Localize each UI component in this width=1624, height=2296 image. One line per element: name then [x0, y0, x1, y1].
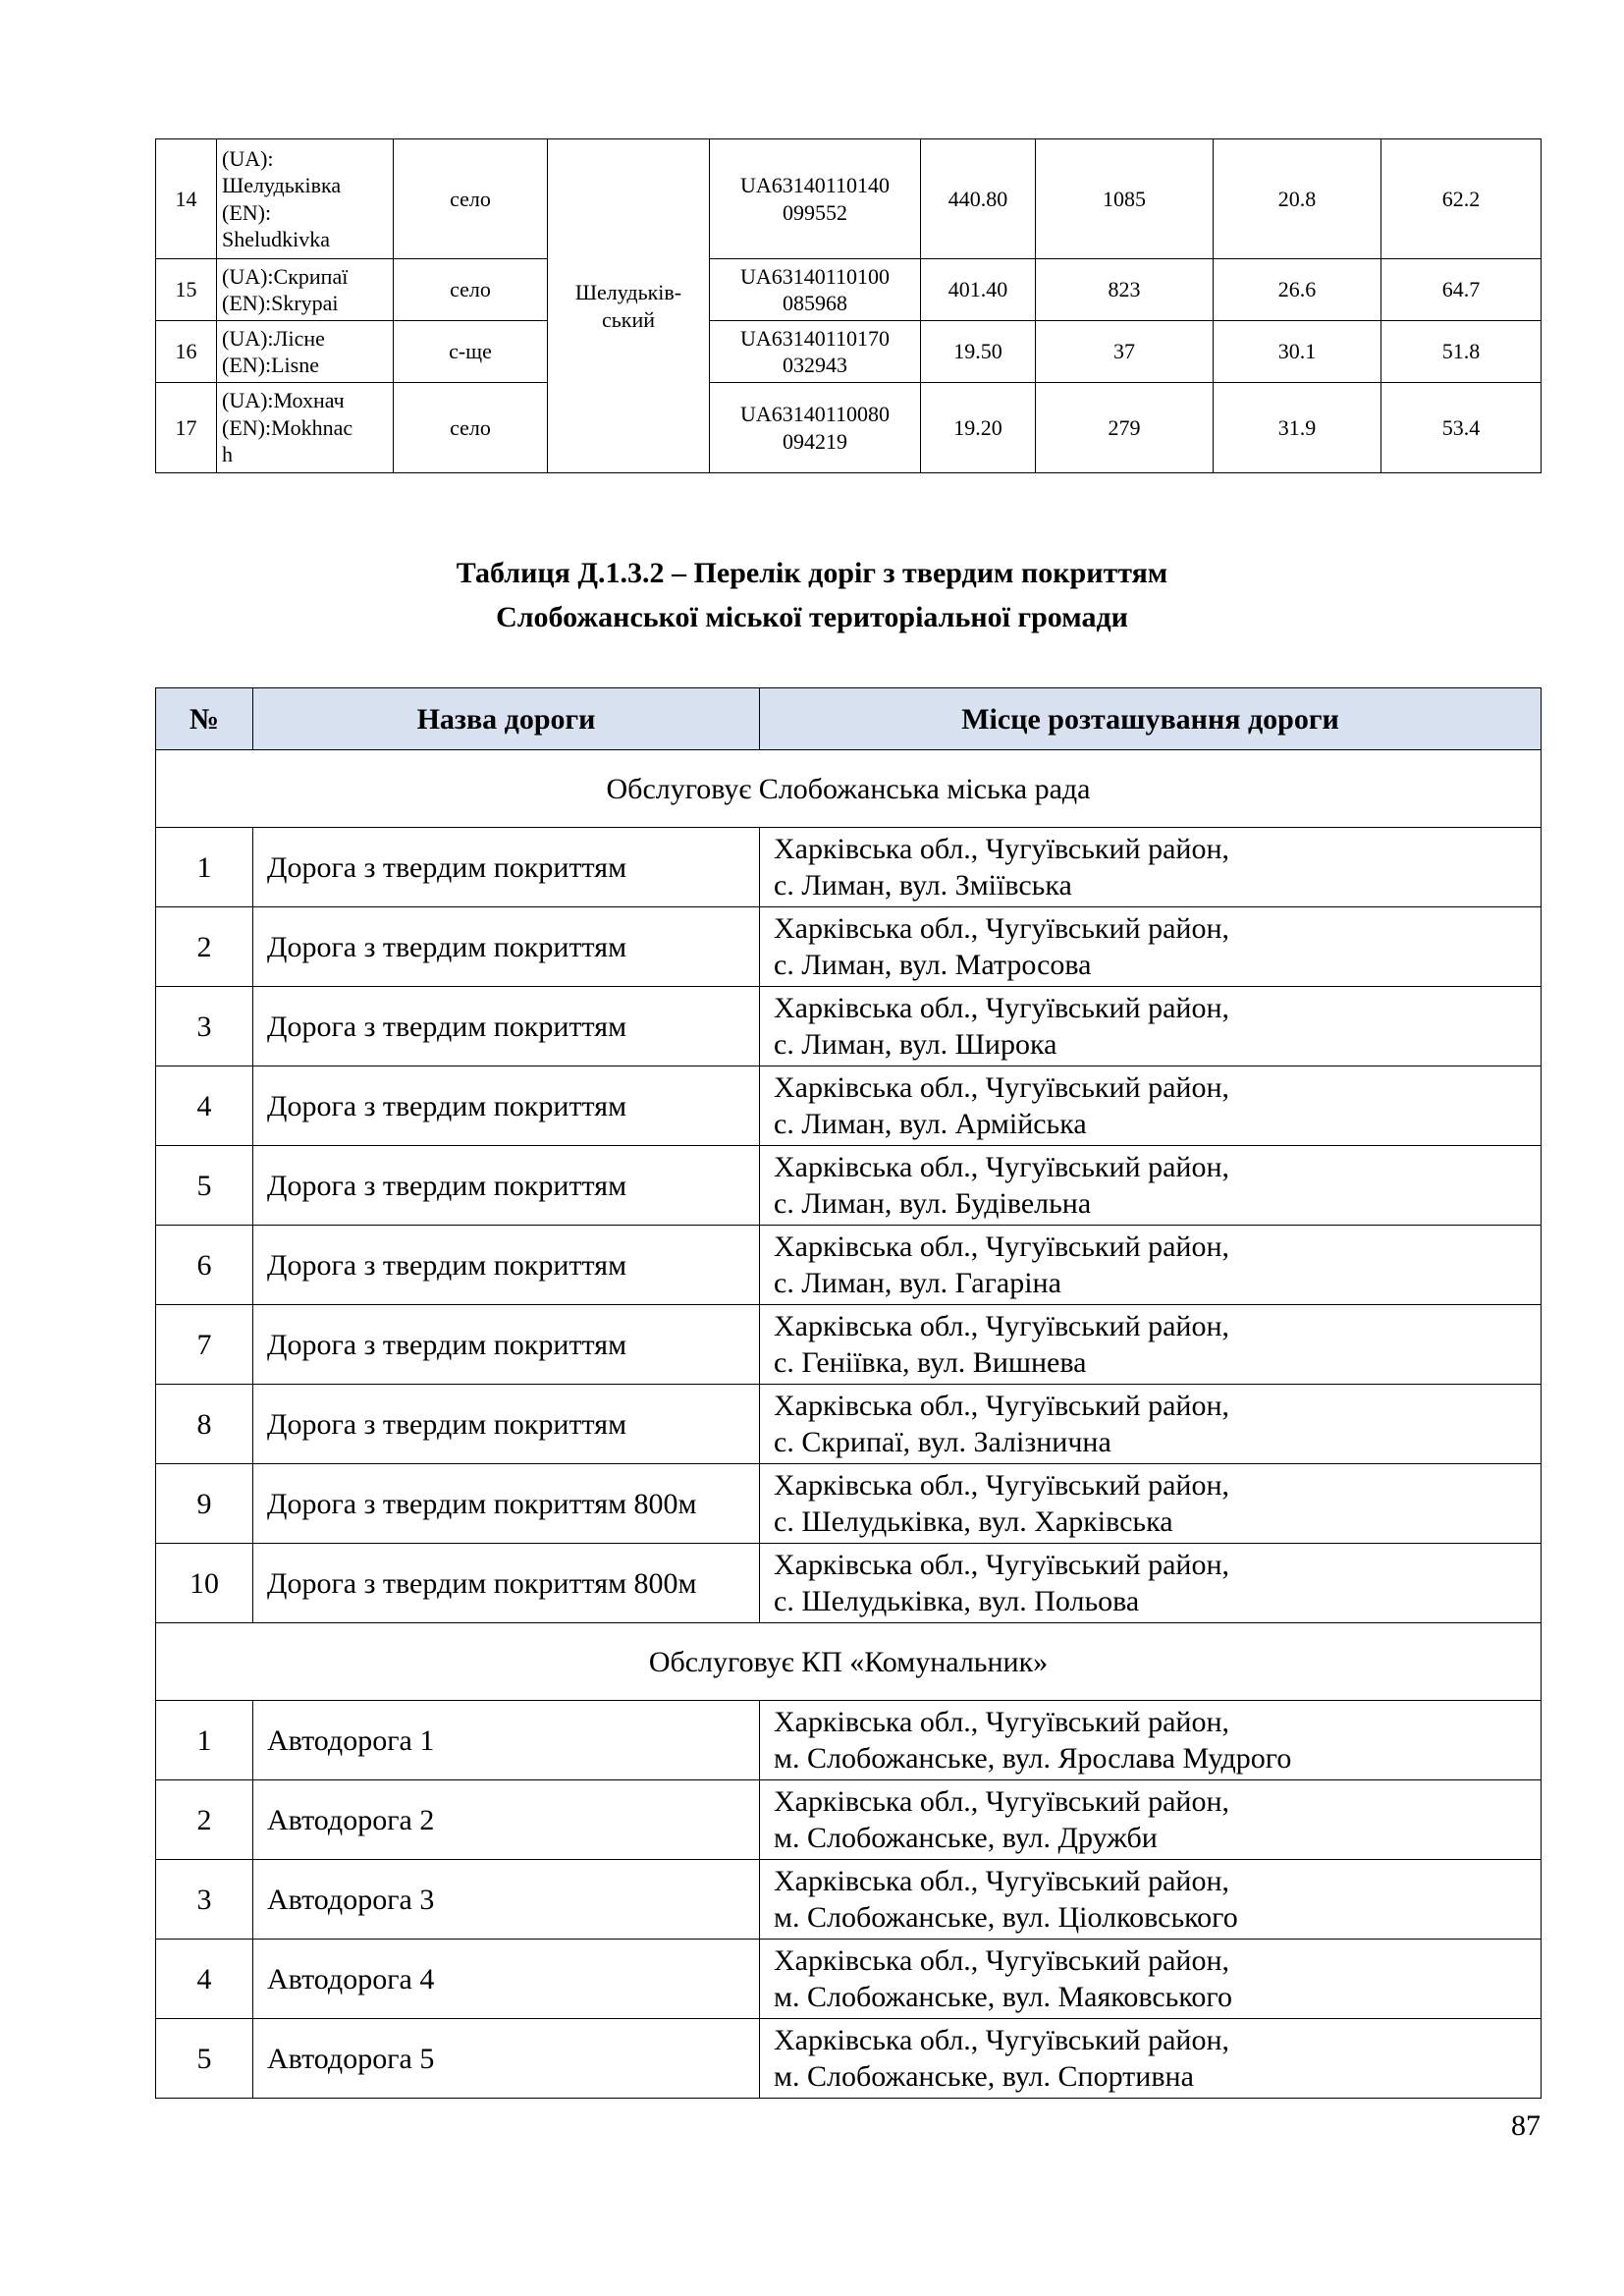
settlement-area: 19.20: [921, 383, 1036, 473]
road-location: [760, 828, 1542, 907]
road-number: 9: [156, 1464, 253, 1544]
road-location-line: с. Шелудьківка, вул. Польова: [774, 1585, 1140, 1617]
settlement-name: [217, 139, 394, 259]
road-name: Автодорога 4: [253, 1940, 760, 2019]
road-location-line: Харківська обл., Чугуївський район,: [774, 1390, 1230, 1422]
settlement-population: 279: [1036, 383, 1214, 473]
road-location: [760, 1940, 1542, 2019]
settlement-value-2: 62.2: [1381, 139, 1542, 259]
roads-body: [156, 750, 1542, 2099]
road-row: [156, 1544, 1542, 1623]
road-location-line: с. Лиман, вул. Зміївська: [774, 869, 1072, 902]
road-name: Автодорога 3: [253, 1860, 760, 1940]
road-name: Дорога з твердим покриттям: [253, 828, 760, 907]
road-location-line: м. Слобожанське, вул. Маяковського: [774, 1981, 1232, 2013]
settlement-number: 15: [156, 259, 217, 321]
road-location: [760, 1385, 1542, 1464]
settlement-code-line: UA63140110080: [740, 402, 890, 426]
road-location-line: с. Шелудьківка, вул. Харківська: [774, 1505, 1173, 1538]
road-name: Дорога з твердим покриттям 800м: [253, 1544, 760, 1623]
road-row: [156, 1385, 1542, 1464]
settlement-row: [156, 383, 1542, 473]
settlement-name-line: (UA):Скрипаї: [222, 263, 349, 289]
road-number: 6: [156, 1226, 253, 1305]
settlement-code-line: 032943: [783, 353, 847, 377]
settlement-type: с-ще: [394, 321, 548, 383]
settlement-value-2: 51.8: [1381, 321, 1542, 383]
road-row: [156, 828, 1542, 907]
road-name: Дорога з твердим покриттям: [253, 1146, 760, 1226]
council-name: Шелудьків- ський: [574, 280, 682, 332]
road-location-line: с. Лиман, вул. Широка: [774, 1028, 1057, 1061]
settlement-area: 440.80: [921, 139, 1036, 259]
road-name: Дорога з твердим покриттям 800м: [253, 1464, 760, 1544]
settlement-code: [710, 321, 921, 383]
road-row: [156, 1066, 1542, 1146]
settlement-number: 14: [156, 139, 217, 259]
road-row: [156, 907, 1542, 987]
settlement-name-line: (UA):: [222, 145, 274, 171]
settlement-code-line: 099552: [783, 199, 847, 225]
table-title-line-1: Таблиця Д.1.3.2 – Перелік доріг з твердим покриттям: [456, 557, 1168, 589]
road-location-line: Харківська обл., Чугуївський район,: [774, 1785, 1230, 1818]
road-location-line: с. Лиман, вул. Армійська: [774, 1108, 1087, 1140]
road-location: [760, 1066, 1542, 1146]
settlement-value-1: 20.8: [1214, 139, 1381, 259]
road-location-line: с. Лиман, вул. Гагаріна: [774, 1267, 1061, 1299]
road-number: 3: [156, 987, 253, 1066]
settlement-value-1: 31.9: [1214, 383, 1381, 473]
settlement-value-1: 26.6: [1214, 259, 1381, 321]
settlement-name-line: (EN):Mokhnac: [222, 414, 353, 440]
roads-table: [155, 687, 1542, 2099]
road-row: [156, 1146, 1542, 1226]
road-location: [760, 1780, 1542, 1860]
settlement-code: [710, 259, 921, 321]
settlement-name: [217, 259, 394, 321]
settlement-area: 19.50: [921, 321, 1036, 383]
road-name: Дорога з твердим покриттям: [253, 987, 760, 1066]
settlement-population: 823: [1036, 259, 1214, 321]
settlement-type: село: [394, 139, 548, 259]
section-title: Обслуговує Слобожанська міська рада: [156, 750, 1542, 828]
road-location-line: Харківська обл., Чугуївський район,: [774, 1944, 1230, 1977]
settlement-code: [710, 139, 921, 259]
road-number: 1: [156, 1701, 253, 1780]
settlement-population: 37: [1036, 321, 1214, 383]
header-road-name: Назва дороги: [253, 688, 760, 750]
road-number: 3: [156, 1860, 253, 1940]
road-location-line: Харківська обл., Чугуївський район,: [774, 1230, 1230, 1263]
settlement-area: 401.40: [921, 259, 1036, 321]
table-title: [0, 551, 1624, 639]
road-name: Дорога з твердим покриттям: [253, 1066, 760, 1146]
settlement-name-line: (EN):Lisne: [222, 353, 319, 377]
road-number: 4: [156, 1066, 253, 1146]
settlement-name: [217, 383, 394, 473]
road-location-line: Харківська обл., Чугуївський район,: [774, 992, 1230, 1024]
road-row: [156, 1780, 1542, 1860]
road-location: [760, 1701, 1542, 1780]
road-location-line: с. Скрипаї, вул. Залізнична: [774, 1426, 1111, 1458]
road-name: Дорога з твердим покриттям: [253, 907, 760, 987]
road-location-line: м. Слобожанське, вул. Дружби: [774, 1822, 1158, 1854]
road-name: Автодорога 5: [253, 2019, 760, 2099]
settlement-name-line: (EN):: [222, 199, 272, 225]
settlement-name-line: Шелудьківка: [222, 173, 342, 197]
settlement-code-line: 085968: [783, 291, 847, 315]
road-location-line: Харківська обл., Чугуївський район,: [774, 1469, 1230, 1502]
road-location-line: Харківська обл., Чугуївський район,: [774, 1865, 1230, 1897]
road-name: Автодорога 1: [253, 1701, 760, 1780]
road-number: 2: [156, 907, 253, 987]
road-location-line: Харківська обл., Чугуївський район,: [774, 1706, 1230, 1738]
road-location-line: с. Лиман, вул. Матросова: [774, 949, 1092, 981]
road-location-line: Харківська обл., Чугуївський район,: [774, 833, 1230, 865]
header-road-location: Місце розташування дороги: [760, 688, 1542, 750]
header-number: №: [156, 688, 253, 750]
road-location: [760, 2019, 1542, 2099]
table-title-line-2: Слобожанської міської територіальної громади: [496, 601, 1128, 633]
road-location-line: Харківська обл., Чугуївський район,: [774, 1151, 1230, 1183]
settlement-code-line: UA63140110100: [740, 263, 890, 289]
settlement-number: 17: [156, 383, 217, 473]
road-location-line: м. Слобожанське, вул. Ярослава Мудрого: [774, 1742, 1292, 1775]
settlement-row: [156, 259, 1542, 321]
road-location: [760, 987, 1542, 1066]
road-location-line: Харківська обл., Чугуївський район,: [774, 1071, 1230, 1104]
road-name: Дорога з твердим покриттям: [253, 1385, 760, 1464]
road-location: [760, 1860, 1542, 1940]
road-location-line: Харківська обл., Чугуївський район,: [774, 2024, 1230, 2056]
road-location-line: м. Слобожанське, вул. Ціолковського: [774, 1901, 1238, 1934]
road-location: [760, 1226, 1542, 1305]
settlement-code-line: UA63140110140: [740, 173, 890, 197]
road-location: [760, 907, 1542, 987]
settlement-name-line: Sheludkivka: [222, 227, 330, 251]
road-number: 5: [156, 2019, 253, 2099]
settlement-row: [156, 139, 1542, 259]
settlement-name-line: h: [222, 442, 233, 467]
settlement-value-1: 30.1: [1214, 321, 1381, 383]
road-number: 10: [156, 1544, 253, 1623]
road-location: [760, 1305, 1542, 1385]
road-row: [156, 1226, 1542, 1305]
road-location-line: с. Лиман, вул. Будівельна: [774, 1187, 1092, 1220]
settlement-value-2: 53.4: [1381, 383, 1542, 473]
road-location-line: Харківська обл., Чугуївський район,: [774, 912, 1230, 945]
settlement-name-line: (EN):Skrypai: [222, 291, 339, 315]
road-location-line: Харківська обл., Чугуївський район,: [774, 1310, 1230, 1342]
road-number: 4: [156, 1940, 253, 2019]
road-number: 1: [156, 828, 253, 907]
road-location: [760, 1464, 1542, 1544]
road-location: [760, 1146, 1542, 1226]
settlement-type: село: [394, 259, 548, 321]
settlement-code-line: 094219: [783, 428, 847, 454]
road-row: [156, 1860, 1542, 1940]
road-number: 5: [156, 1146, 253, 1226]
settlement-name: [217, 321, 394, 383]
settlement-name-line: (UA):Мохнач: [222, 388, 345, 413]
page-number: 87: [1511, 2109, 1541, 2142]
road-number: 7: [156, 1305, 253, 1385]
road-location-line: м. Слобожанське, вул. Спортивна: [774, 2060, 1194, 2093]
road-row: [156, 1305, 1542, 1385]
settlement-type: село: [394, 383, 548, 473]
road-location-line: Харківська обл., Чугуївський район,: [774, 1549, 1230, 1581]
settlement-name-line: (UA):Лісне: [222, 325, 325, 351]
road-name: Автодорога 2: [253, 1780, 760, 1860]
road-location: [760, 1544, 1542, 1623]
settlements-table: [155, 138, 1542, 473]
settlement-number: 16: [156, 321, 217, 383]
council-cell: [548, 139, 710, 473]
road-row: [156, 1940, 1542, 2019]
section-row: [156, 750, 1542, 828]
road-row: [156, 2019, 1542, 2099]
settlement-code-line: UA63140110170: [740, 325, 890, 351]
settlement-population: 1085: [1036, 139, 1214, 259]
section-title: Обслуговує КП «Комунальник»: [156, 1623, 1542, 1701]
settlement-code: [710, 383, 921, 473]
section-row: [156, 1623, 1542, 1701]
road-number: 8: [156, 1385, 253, 1464]
roads-header-row: [156, 688, 1542, 750]
road-location-line: с. Геніївка, вул. Вишнева: [774, 1346, 1087, 1379]
road-number: 2: [156, 1780, 253, 1860]
road-row: [156, 987, 1542, 1066]
road-row: [156, 1464, 1542, 1544]
road-name: Дорога з твердим покриттям: [253, 1305, 760, 1385]
settlement-row: [156, 321, 1542, 383]
road-name: Дорога з твердим покриттям: [253, 1226, 760, 1305]
settlement-value-2: 64.7: [1381, 259, 1542, 321]
road-row: [156, 1701, 1542, 1780]
